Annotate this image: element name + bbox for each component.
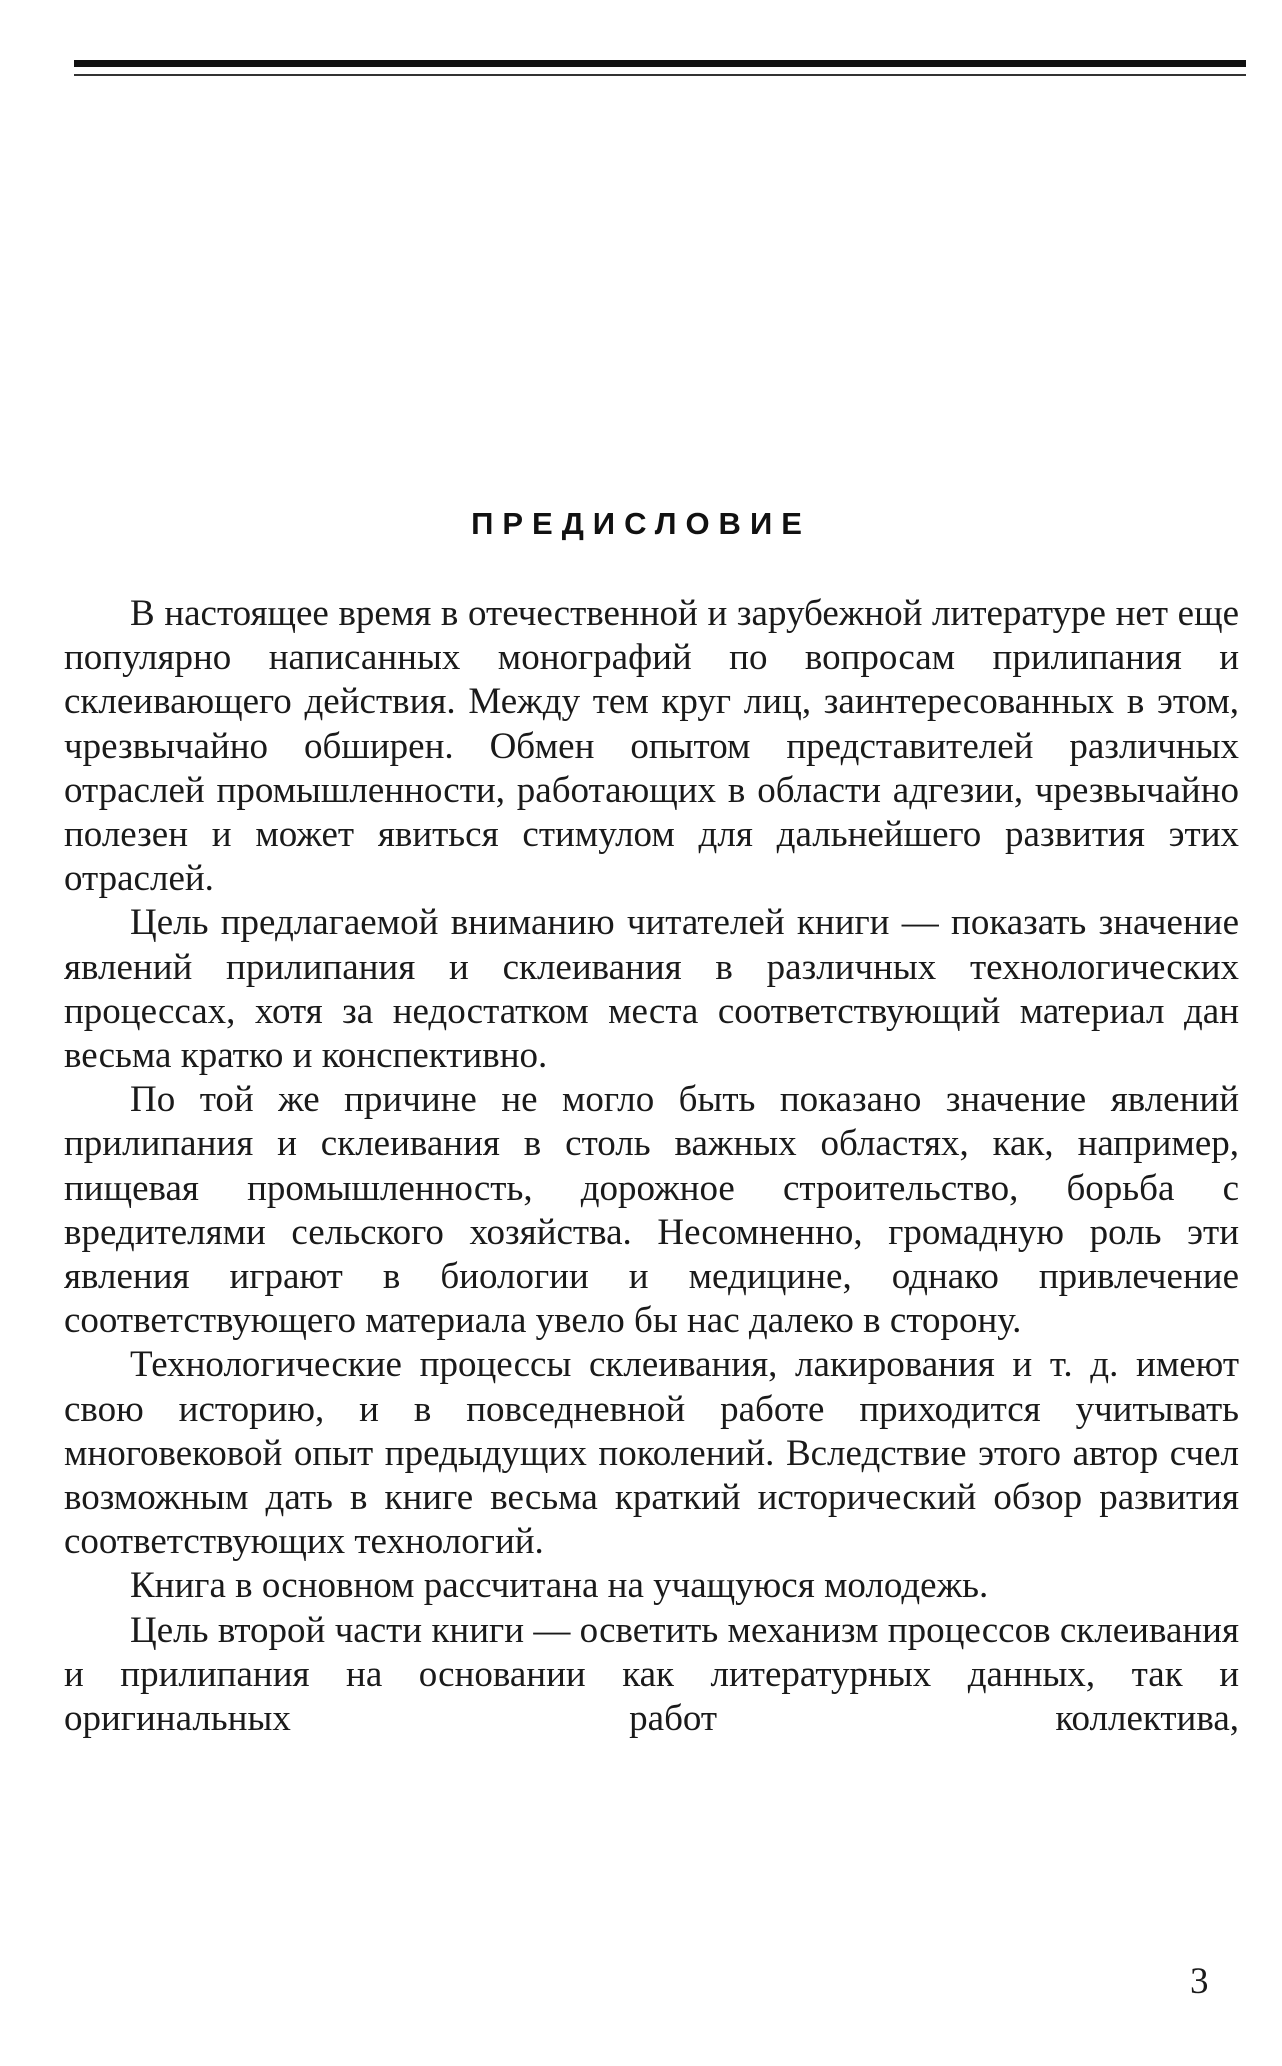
- body-text: [64, 592, 1239, 1741]
- paragraph-1: В настоящее время в отечественной и зарубежной литературе нет еще популярно написанных монографий по вопросам прилипания и склеивающего действия. Между тем круг лиц, заинтересованных в этом, чрезвычайно обширен. Обмен опытом представителей различных отраслей промышленности, работающих в области адгезии, чрезвычайно полезен и может явиться стимулом для дальнейшего развития этих отраслей.: [64, 593, 1239, 900]
- paragraph-3: По той же причине не могло быть показано значение явлений прилипания и склеивания в столь важных областях, как, например, пищевая промышленность, дорожное строительство, борьба с вредителями сельского хозяйства. Несомненно, громадную роль эти явления играют в биологии и медицине, однако привлечение соответствующего материала увело бы нас далеко в сторону.: [64, 1079, 1239, 1342]
- paragraph-2: Цель предлагаемой вниманию читателей книги — показать значение явлений прилипания и склеивания в различных технологических процессах, хотя за недостатком места соответствующий материал дан весьма кратко и конспективно.: [64, 902, 1239, 1077]
- paragraph-6: Цель второй части книги — осветить механизм процессов склеивания и прилипания на основании как литературных данных, так и оригинальных работ коллектива,: [64, 1609, 1239, 1740]
- page-number: 3: [1190, 1961, 1209, 2002]
- section-heading: ПРЕДИСЛОВИЕ: [471, 506, 811, 541]
- paragraph-4: Технологические процессы склеивания, лакирования и т. д. имеют свою историю, и в повседневной работе приходится учитывать многовековой опыт предыдущих поколений. Вследствие этого автор счел возможным дать в книге весьма краткий исторический обзор развития соответствующих технологий.: [64, 1344, 1239, 1563]
- header-rule-thick: [74, 60, 1246, 67]
- header-rule-thin: [74, 74, 1246, 76]
- paragraph-5: Книга в основном рассчитана на учащуюся молодежь.: [130, 1565, 989, 1607]
